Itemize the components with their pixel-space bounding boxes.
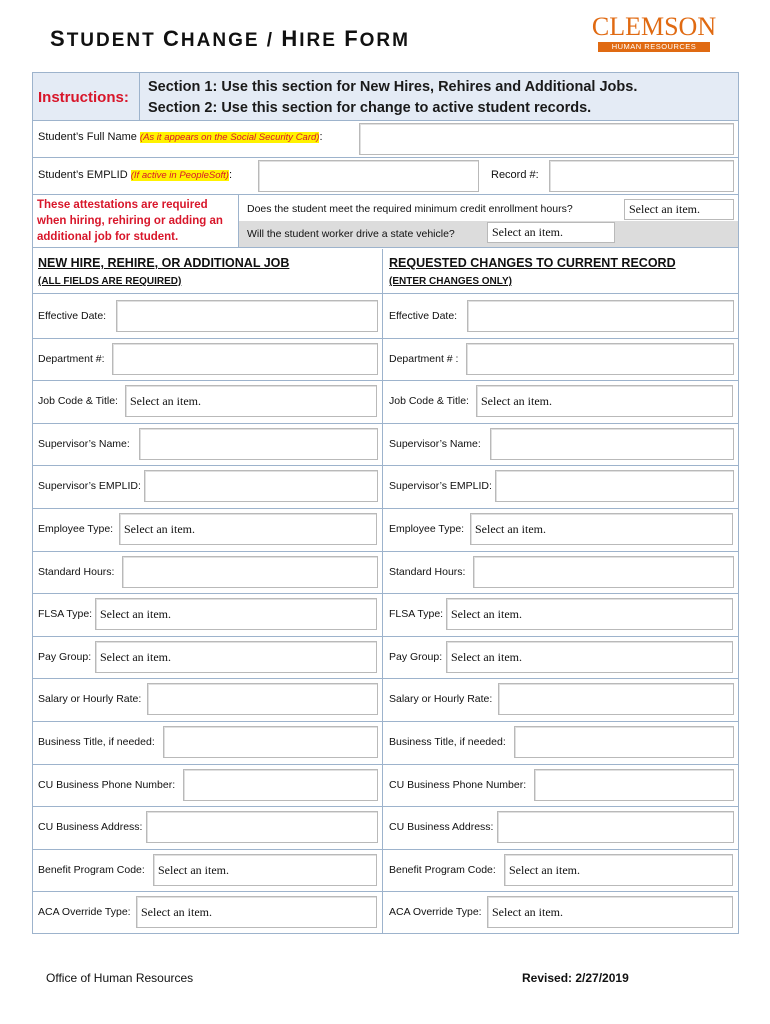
hire-row-label: Business Title, if needed: bbox=[38, 736, 155, 748]
form-container bbox=[32, 72, 739, 934]
change-row-select[interactable]: Select an item. bbox=[447, 646, 667, 670]
row-divider bbox=[33, 636, 738, 637]
change-row-input[interactable] bbox=[490, 428, 734, 460]
title-part: IRE bbox=[299, 30, 345, 51]
hire-row-label: CU Business Phone Number: bbox=[38, 778, 176, 791]
hire-row-label: Salary or Hourly Rate: bbox=[38, 693, 142, 706]
instructions-label: Instructions: bbox=[33, 73, 140, 121]
hire-row-input[interactable] bbox=[112, 343, 378, 375]
hire-row-label: CU Business Address: bbox=[38, 821, 143, 834]
row-divider bbox=[33, 157, 738, 158]
hire-row-select[interactable]: Select an item. bbox=[126, 390, 346, 414]
change-row-input[interactable] bbox=[495, 470, 734, 502]
change-row-select[interactable]: Select an item. bbox=[471, 518, 691, 542]
row-divider bbox=[33, 891, 738, 892]
instructions-text bbox=[148, 77, 637, 119]
instructions-line-1: Section 1: Use this section for New Hires, Rehires and Additional Jobs. bbox=[148, 79, 638, 95]
row-divider bbox=[33, 551, 738, 552]
row-divider bbox=[33, 380, 738, 381]
row-divider bbox=[33, 678, 738, 679]
full-name-label: Student’s Full Name (As it appears on the Social Security Card): bbox=[38, 131, 323, 143]
section-2-title: REQUESTED CHANGES TO CURRENT RECORD bbox=[389, 256, 676, 270]
emplid-hint: (If active in PeopleSoft) bbox=[130, 170, 229, 181]
footer-office: Office of Human Resources bbox=[46, 971, 194, 985]
hire-row-select[interactable]: Select an item. bbox=[120, 518, 340, 542]
hire-row-label: Pay Group: bbox=[38, 650, 92, 663]
hire-row-select[interactable]: Select an item. bbox=[96, 603, 316, 627]
record-label: Record #: bbox=[491, 169, 539, 181]
attestation-row bbox=[33, 194, 738, 248]
row-divider bbox=[33, 508, 738, 509]
row-divider bbox=[33, 721, 738, 722]
column-divider bbox=[382, 249, 383, 933]
hire-row-select[interactable]: Select an item. bbox=[154, 859, 374, 883]
row-divider bbox=[33, 465, 738, 466]
full-name-field[interactable] bbox=[359, 123, 734, 155]
emplid-label-text: Student’s EMPLID bbox=[38, 169, 128, 181]
change-row-label: Standard Hours: bbox=[389, 565, 466, 578]
hire-row-input[interactable] bbox=[116, 300, 378, 332]
hire-row-label: Supervisor’s EMPLID: bbox=[38, 480, 141, 493]
row-divider bbox=[33, 423, 738, 424]
hire-row-select[interactable]: Select an item. bbox=[137, 901, 357, 925]
section-1-title: NEW HIRE, REHIRE, OR ADDITIONAL JOB bbox=[38, 256, 290, 270]
hire-row-label: ACA Override Type: bbox=[38, 906, 131, 919]
title-part: H bbox=[281, 26, 300, 51]
credit-hours-select[interactable]: Select an item. bbox=[624, 199, 734, 220]
state-vehicle-question: Will the student worker drive a state vehicle? bbox=[247, 228, 455, 240]
change-row-label: Salary or Hourly Rate: bbox=[389, 693, 493, 706]
change-row-input[interactable] bbox=[497, 811, 734, 843]
change-row-label: Benefit Program Code: bbox=[389, 863, 496, 876]
row-divider bbox=[33, 293, 738, 294]
emplid-field[interactable] bbox=[258, 160, 479, 192]
change-row-label: CU Business Address: bbox=[389, 821, 494, 834]
hire-row-label: Supervisor’s Name: bbox=[38, 437, 130, 450]
change-row-input[interactable] bbox=[514, 726, 734, 758]
title-part: S bbox=[50, 26, 67, 51]
instructions-row bbox=[33, 73, 738, 121]
hire-row-input[interactable] bbox=[183, 769, 378, 801]
change-row-select[interactable]: Select an item. bbox=[505, 859, 725, 883]
change-row-label: Department # : bbox=[389, 352, 459, 365]
hire-row-input[interactable] bbox=[147, 683, 378, 715]
hire-row-label: Standard Hours: bbox=[38, 565, 115, 578]
record-field[interactable] bbox=[549, 160, 734, 192]
change-row-label: Job Code & Title: bbox=[389, 395, 469, 408]
row-divider bbox=[33, 849, 738, 850]
row-divider bbox=[33, 593, 738, 594]
hire-row-input[interactable] bbox=[144, 470, 378, 502]
change-row-label: FLSA Type: bbox=[389, 608, 444, 621]
change-row-select[interactable]: Select an item. bbox=[488, 901, 708, 925]
change-row-input[interactable] bbox=[466, 343, 734, 375]
hire-row-select[interactable]: Select an item. bbox=[96, 646, 316, 670]
change-row-input[interactable] bbox=[534, 769, 734, 801]
hire-row-label: Effective Date: bbox=[38, 310, 107, 322]
page-title bbox=[50, 26, 410, 52]
change-row-label: Supervisor’s Name: bbox=[389, 437, 481, 450]
title-part: C bbox=[163, 26, 181, 51]
credit-hours-question: Does the student meet the required minimum credit enrollment hours? bbox=[247, 203, 573, 215]
clemson-logo bbox=[588, 14, 720, 54]
title-part: ORM bbox=[359, 30, 410, 51]
instructions-line-2: Section 2: Use this section for change to active student records. bbox=[148, 100, 592, 116]
section-1-subtitle: (ALL FIELDS ARE REQUIRED) bbox=[38, 276, 182, 287]
change-row-label: Effective Date: bbox=[389, 310, 458, 322]
hire-row-label: Job Code & Title: bbox=[38, 395, 118, 408]
attestation-note: These attestations are required when hiring, rehiring or adding an additional job for student. bbox=[33, 195, 239, 247]
change-row-input[interactable] bbox=[467, 300, 734, 332]
change-row-label: CU Business Phone Number: bbox=[389, 778, 527, 791]
hire-row-input[interactable] bbox=[139, 428, 378, 460]
full-name-label-text: Student’s Full Name bbox=[38, 131, 137, 143]
change-row-input[interactable] bbox=[473, 556, 734, 588]
change-row-input[interactable] bbox=[498, 683, 734, 715]
logo-subtitle: HUMAN RESOURCES bbox=[598, 42, 710, 52]
title-part: F bbox=[344, 26, 360, 51]
change-row-label: Business Title, if needed: bbox=[389, 736, 506, 748]
state-vehicle-select[interactable]: Select an item. bbox=[487, 222, 615, 243]
emplid-label: Student’s EMPLID (If active in PeopleSoft): bbox=[38, 169, 233, 181]
title-part: HANGE / bbox=[180, 30, 282, 51]
hire-row-label: Employee Type: bbox=[38, 523, 114, 535]
hire-row-label: Department #: bbox=[38, 352, 105, 365]
change-row-select[interactable]: Select an item. bbox=[477, 390, 697, 414]
change-row-label: Pay Group: bbox=[389, 650, 443, 663]
change-row-select[interactable]: Select an item. bbox=[447, 603, 667, 627]
full-name-hint: (As it appears on the Social Security Card) bbox=[139, 132, 320, 143]
change-row-label: Supervisor’s EMPLID: bbox=[389, 480, 492, 493]
hire-row-input[interactable] bbox=[146, 811, 378, 843]
title-part: TUDENT bbox=[66, 30, 164, 51]
row-divider bbox=[33, 338, 738, 339]
section-2-subtitle: (ENTER CHANGES ONLY) bbox=[389, 276, 512, 287]
change-row-label: Employee Type: bbox=[389, 523, 465, 535]
row-divider bbox=[33, 806, 738, 807]
hire-row-input[interactable] bbox=[163, 726, 378, 758]
hire-row-input[interactable] bbox=[122, 556, 378, 588]
row-divider bbox=[33, 764, 738, 765]
logo-word: CLEMSON bbox=[591, 12, 717, 41]
hire-row-label: FLSA Type: bbox=[38, 608, 93, 621]
hire-row-label: Benefit Program Code: bbox=[38, 863, 145, 876]
footer-revised: Revised: 2/27/2019 bbox=[522, 971, 629, 985]
change-row-label: ACA Override Type: bbox=[389, 906, 482, 919]
